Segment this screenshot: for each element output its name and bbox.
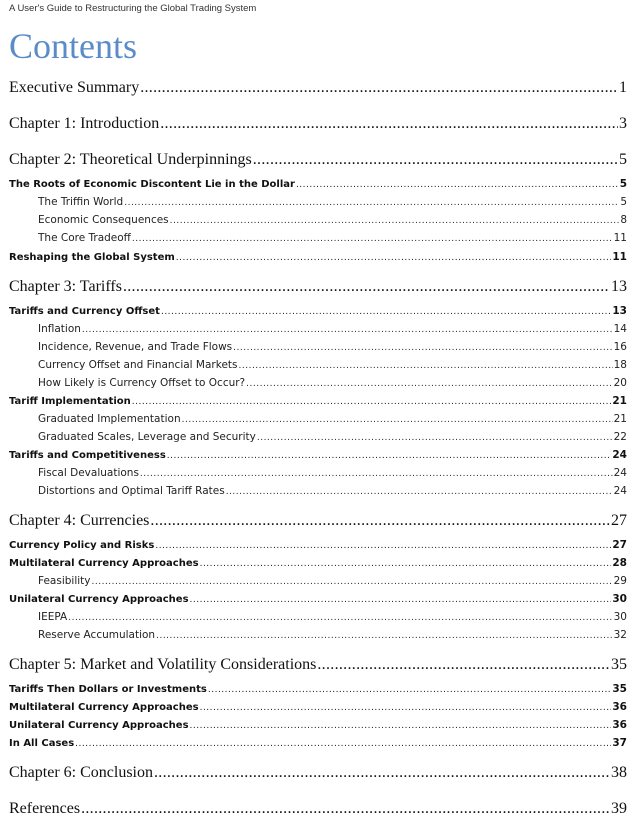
toc-section-entry[interactable] — [9, 178, 627, 190]
toc-entry-title: Currency Policy and Risks — [9, 540, 155, 551]
toc-dot-leader — [253, 151, 618, 169]
toc-page-number: 5 — [619, 178, 627, 190]
toc-dot-leader — [226, 485, 613, 497]
toc-dot-leader — [92, 575, 613, 587]
toc-section-entry[interactable] — [9, 701, 627, 713]
toc-dot-leader — [239, 359, 613, 371]
toc-dot-leader — [161, 306, 611, 317]
toc-page-number: 20 — [613, 377, 627, 389]
toc-dot-leader — [167, 450, 612, 461]
toc-dot-leader — [317, 656, 610, 674]
toc-page-number: 35 — [611, 656, 627, 673]
toc-dot-leader — [132, 396, 612, 407]
toc-page-number: 38 — [611, 764, 627, 781]
toc-page-number: 5 — [620, 196, 627, 208]
toc-dot-leader — [208, 684, 612, 695]
toc-page-number: 36 — [612, 701, 627, 713]
toc-page-number: 21 — [613, 413, 627, 425]
toc-page-number: 11 — [613, 232, 627, 244]
toc-chapter-entry[interactable] — [9, 656, 627, 674]
toc-chapter-entry[interactable] — [9, 800, 627, 818]
toc-entry-title: Distortions and Optimal Tariff Rates — [38, 485, 225, 497]
toc-page-number: 16 — [613, 341, 627, 353]
toc-page-number: 32 — [613, 629, 627, 641]
page-title: Contents — [9, 26, 138, 66]
toc-entry-title: Tariffs and Competitiveness — [9, 450, 166, 461]
toc-entry-title: How Likely is Currency Offset to Occur? — [38, 377, 246, 389]
toc-entry-title: Economic Consequences — [38, 214, 169, 226]
toc-section-entry[interactable] — [9, 449, 627, 461]
toc-chapter-entry[interactable] — [9, 512, 627, 530]
toc-entry-title: References — [9, 800, 81, 817]
toc-page-number: 36 — [612, 719, 627, 731]
toc-subsection-entry[interactable] — [38, 196, 627, 208]
toc-subsection-entry[interactable] — [38, 467, 627, 479]
toc-page-number: 24 — [613, 467, 627, 479]
toc-entry-title: In All Cases — [9, 738, 75, 749]
toc-section-entry[interactable] — [9, 539, 627, 551]
toc-dot-leader — [200, 702, 612, 713]
toc-page-number: 13 — [612, 305, 627, 317]
toc-section-entry[interactable] — [9, 251, 627, 263]
toc-entry-title: Tariffs and Currency Offset — [9, 306, 160, 317]
toc-entry-title: Unilateral Currency Approaches — [9, 594, 189, 605]
toc-dot-leader — [233, 341, 612, 353]
toc-dot-leader — [257, 431, 613, 443]
toc-section-entry[interactable] — [9, 395, 627, 407]
toc-entry-title: The Roots of Economic Discontent Lie in the Dollar — [9, 179, 295, 190]
toc-entry-title: Multilateral Currency Approaches — [9, 702, 199, 713]
toc-page-number: 35 — [612, 683, 627, 695]
toc-chapter-entry[interactable] — [9, 79, 627, 97]
toc-dot-leader — [182, 413, 613, 425]
toc-dot-leader — [124, 196, 619, 208]
toc-entry-title: Incidence, Revenue, and Trade Flows — [38, 341, 233, 353]
toc-dot-leader — [170, 214, 620, 226]
toc-page-number: 11 — [612, 251, 627, 263]
toc-entry-title: Inflation — [38, 323, 81, 335]
toc-entry-title: Chapter 5: Market and Volatility Considerations — [9, 656, 317, 673]
toc-page-number: 13 — [611, 278, 627, 295]
toc-dot-leader — [81, 800, 610, 818]
toc-dot-leader — [82, 323, 613, 335]
toc-entry-title: Multilateral Currency Approaches — [9, 558, 199, 569]
toc-dot-leader — [190, 594, 612, 605]
toc-entry-title: Chapter 6: Conclusion — [9, 764, 153, 781]
toc-page-number: 30 — [613, 611, 627, 623]
toc-page-number: 5 — [619, 151, 627, 168]
toc-subsection-entry[interactable] — [38, 575, 627, 587]
toc-dot-leader — [150, 512, 610, 530]
toc-page-number: 39 — [611, 800, 627, 817]
toc-subsection-entry[interactable] — [38, 377, 627, 389]
toc-dot-leader — [140, 79, 618, 97]
toc-dot-leader — [68, 611, 612, 623]
toc-entry-title: Chapter 4: Currencies — [9, 512, 150, 529]
toc-entry-title: Chapter 1: Introduction — [9, 115, 160, 132]
toc-dot-leader — [75, 738, 611, 749]
toc-page-number: 3 — [619, 115, 627, 132]
toc-page-number: 21 — [612, 395, 627, 407]
toc-dot-leader — [123, 278, 610, 296]
toc-page-number: 14 — [613, 323, 627, 335]
toc-entry-title: IEEPA — [38, 611, 68, 623]
toc-page-number: 8 — [620, 214, 627, 226]
toc-dot-leader — [246, 377, 612, 389]
toc-dot-leader — [132, 232, 613, 244]
toc-page-number: 27 — [611, 512, 627, 529]
toc-page-number: 29 — [613, 575, 627, 587]
toc-subsection-entry[interactable] — [38, 413, 627, 425]
toc-section-entry[interactable] — [9, 305, 627, 317]
toc-chapter-entry[interactable] — [9, 151, 627, 169]
toc-dot-leader — [140, 467, 613, 479]
toc-subsection-entry[interactable] — [38, 629, 627, 641]
toc-entry-title: The Core Tradeoff — [38, 232, 131, 244]
toc-subsection-entry[interactable] — [38, 431, 627, 443]
toc-entry-title: The Triffin World — [38, 196, 124, 208]
toc-entry-title: Graduated Scales, Leverage and Security — [38, 431, 256, 443]
toc-entry-title: Graduated Implementation — [38, 413, 181, 425]
toc-entry-title: Currency Offset and Financial Markets — [38, 359, 238, 371]
toc-section-entry[interactable] — [9, 593, 627, 605]
toc-dot-leader — [176, 252, 612, 263]
toc-dot-leader — [156, 629, 613, 641]
toc-entry-title: Reserve Accumulation — [38, 629, 156, 641]
toc-chapter-entry[interactable] — [9, 278, 627, 296]
toc-page-number: 30 — [612, 593, 627, 605]
toc-subsection-entry[interactable] — [38, 359, 627, 371]
toc-page-number: 1 — [619, 79, 627, 96]
toc-subsection-entry[interactable] — [38, 323, 627, 335]
toc-dot-leader — [160, 115, 618, 133]
toc-dot-leader — [190, 720, 612, 731]
toc-entry-title: Fiscal Devaluations — [38, 467, 139, 479]
toc-dot-leader — [296, 179, 619, 190]
toc-section-entry[interactable] — [9, 719, 627, 731]
toc-page-number: 22 — [613, 431, 627, 443]
toc-dot-leader — [155, 540, 611, 551]
toc-page-number: 27 — [612, 539, 627, 551]
toc-page-number: 24 — [612, 449, 627, 461]
toc-page-number: 24 — [613, 485, 627, 497]
toc-page-number: 37 — [612, 737, 627, 749]
toc-chapter-entry[interactable] — [9, 115, 627, 133]
toc-entry-title: Feasibility — [38, 575, 91, 587]
toc-section-entry[interactable] — [9, 683, 627, 695]
document-header-title: A User's Guide to Restructuring the Global Trading System — [9, 3, 257, 14]
toc-entry-title: Chapter 2: Theoretical Underpinnings — [9, 151, 252, 168]
toc-entry-title: Chapter 3: Tariffs — [9, 278, 122, 295]
toc-subsection-entry[interactable] — [38, 214, 627, 226]
toc-subsection-entry[interactable] — [38, 611, 627, 623]
toc-dot-leader — [200, 558, 612, 569]
toc-section-entry[interactable] — [9, 737, 627, 749]
toc-subsection-entry[interactable] — [38, 485, 627, 497]
toc-section-entry[interactable] — [9, 557, 627, 569]
toc-entry-title: Tariff Implementation — [9, 396, 131, 407]
toc-page-number: 18 — [613, 359, 627, 371]
toc-page-number: 28 — [612, 557, 627, 569]
toc-dot-leader — [154, 764, 610, 782]
toc-entry-title: Unilateral Currency Approaches — [9, 720, 189, 731]
toc-chapter-entry[interactable] — [9, 764, 627, 782]
toc-subsection-entry[interactable] — [38, 232, 627, 244]
toc-entry-title: Reshaping the Global System — [9, 252, 175, 263]
toc-subsection-entry[interactable] — [38, 341, 627, 353]
toc-entry-title: Executive Summary — [9, 79, 140, 96]
toc-entry-title: Tariffs Then Dollars or Investments — [9, 684, 207, 695]
